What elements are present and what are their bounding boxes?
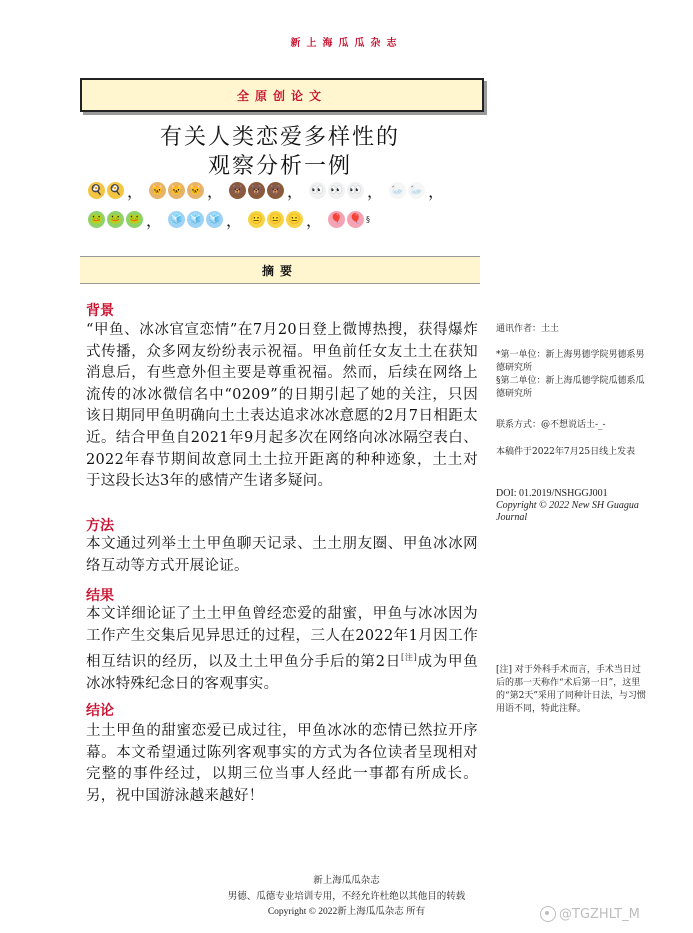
- author-emoji-row-1: [88, 179, 488, 202]
- eyes-icon: 👀: [347, 182, 364, 199]
- weibo-watermark: [540, 906, 640, 922]
- frog-face-icon: 🐸: [107, 211, 124, 228]
- affiliation-2: §第二单位：新上海瓜德学院瓜德系瓜德研究所: [496, 376, 645, 399]
- smile-face-icon: 😐: [286, 211, 303, 228]
- bear-face-icon: 🐻: [267, 182, 284, 199]
- conclusion-heading: 结论: [86, 703, 114, 719]
- watermark-text: @TGZHLT_M: [559, 906, 640, 922]
- footnote-mark[interactable]: [注]: [400, 653, 417, 663]
- separator: ，: [287, 182, 304, 201]
- separator: ，: [428, 182, 445, 201]
- fried-egg-icon: 🍳: [107, 182, 124, 199]
- bear-face-icon: 🐻: [229, 182, 246, 199]
- cat-face-icon: 🐱: [168, 182, 185, 199]
- weibo-eye-icon: [540, 906, 556, 922]
- eyes-icon: 👀: [328, 182, 345, 199]
- affiliation-1: *第一单位：新上海男德学院男德系男德研究所: [496, 350, 645, 373]
- fried-egg-icon: 🍳: [88, 182, 105, 199]
- doi-block: [496, 488, 646, 524]
- affiliation-mark: §: [366, 215, 371, 224]
- pink-balloon-icon: 🎈: [328, 211, 345, 228]
- paper-title-line-1: 有关人类恋爱多样性的: [159, 125, 400, 150]
- ice-cube-icon: 🧊: [168, 211, 185, 228]
- goose-icon: 🦢: [389, 182, 406, 199]
- affiliations: [496, 349, 646, 401]
- footnote: [注] 对于外科手术而言，手术当日过后的那一天称作“术后第一日”，这里的“第2天”采用了同种计日法，与习惯用语不同，特此注释。: [496, 665, 646, 714]
- result-text-part-1: 本文详细论证了土土甲鱼曾经恋爱的甜蜜，甲鱼与冰冰因为工作产生交集后见异思迁的过程，三人在2022年1月因工作相互结识的经历，以及土土甲鱼分手后的第2日: [86, 606, 478, 671]
- frog-face-icon: 🐸: [88, 211, 105, 228]
- pink-balloon-icon: 🎈: [347, 211, 364, 228]
- ice-cube-icon: 🧊: [187, 211, 204, 228]
- original-paper-badge: [80, 78, 484, 112]
- frog-face-icon: 🐸: [126, 211, 143, 228]
- badge-label: 全原创论文: [236, 88, 327, 103]
- method-heading: 方法: [86, 518, 114, 534]
- background-text: “甲鱼、冰冰官宣恋情”在7月20日登上微博热搜，获得爆炸式传播，众多网友纷纷表示祝福。甲鱼前任女友土土在获知消息后，有些意外但主要是尊重祝福。然而，后续在网络上流传的冰冰微信名中“0209”的日期引起了她的关注，只因该日期同甲鱼明确向土土表达追求冰冰意愿的2月7日相距太近。结合甲鱼自2021年9月起多次在网络向冰冰隔空表白、2022年春节期间故意同土土拉开距离的种种迹象，土土对于这段长达3年的感情产生诸多疑问。: [86, 322, 478, 490]
- result-text: [86, 604, 478, 695]
- doi: DOI: 01.2019/NSHGGJ001: [496, 488, 608, 499]
- abstract-heading: 摘要: [261, 263, 298, 278]
- footer-journal: 新上海瓜瓜杂志: [313, 875, 380, 886]
- paper-title-line-2: 观察分析一例: [207, 154, 352, 179]
- separator: ，: [146, 211, 163, 230]
- bear-face-icon: 🐻: [248, 182, 265, 199]
- goose-icon: 🦢: [408, 182, 425, 199]
- abstract-heading-bar: [80, 256, 480, 284]
- footer-usage-note: 男德、瓜德专业培训专用，不经允许杜绝以其他目的转载: [227, 891, 466, 902]
- smile-face-icon: 😐: [248, 211, 265, 228]
- result-text-part-2: 成为甲鱼冰冰特殊纪念日的客观事实。: [86, 654, 478, 692]
- corresponding-author: 通讯作者：土土: [496, 324, 560, 334]
- conclusion-text: 土土甲鱼的甜蜜恋爱已成过往，甲鱼冰冰的恋情已然拉开序幕。本文希望通过陈列客观事实的方式为各位读者呈现相对完整的事件经过，以期三位当事人经此一事都有所成长。另，祝中国游泳越来越好！: [86, 723, 478, 804]
- separator: ，: [127, 182, 144, 201]
- separator: ，: [207, 182, 224, 201]
- result-heading: 结果: [86, 588, 114, 604]
- separator: ，: [367, 182, 384, 201]
- eyes-icon: 👀: [309, 182, 326, 199]
- footer-copyright: Copyright © 2022新上海瓜瓜杂志 所有: [267, 907, 426, 917]
- publish-date: 本稿件于2022年7月25日线上发表: [496, 447, 636, 457]
- copyright-notice: Copyright © 2022 New SH Guagua Journal: [496, 500, 639, 523]
- author-emoji-row-2: [88, 208, 488, 231]
- separator: ，: [226, 211, 243, 230]
- cat-face-icon: 🐱: [149, 182, 166, 199]
- smile-face-icon: 😐: [267, 211, 284, 228]
- ice-cube-icon: 🧊: [206, 211, 223, 228]
- journal-header: 新上海瓜瓜杂志: [290, 38, 403, 49]
- background-heading: 背景: [86, 303, 114, 319]
- cat-face-icon: 🐱: [187, 182, 204, 199]
- contact-info: 联系方式：@不想说话土-_-: [496, 420, 606, 430]
- separator: ，: [306, 211, 323, 230]
- method-text: 本文通过列举土土甲鱼聊天记录、土土朋友圈、甲鱼冰冰网络互动等方式开展论证。: [86, 536, 478, 574]
